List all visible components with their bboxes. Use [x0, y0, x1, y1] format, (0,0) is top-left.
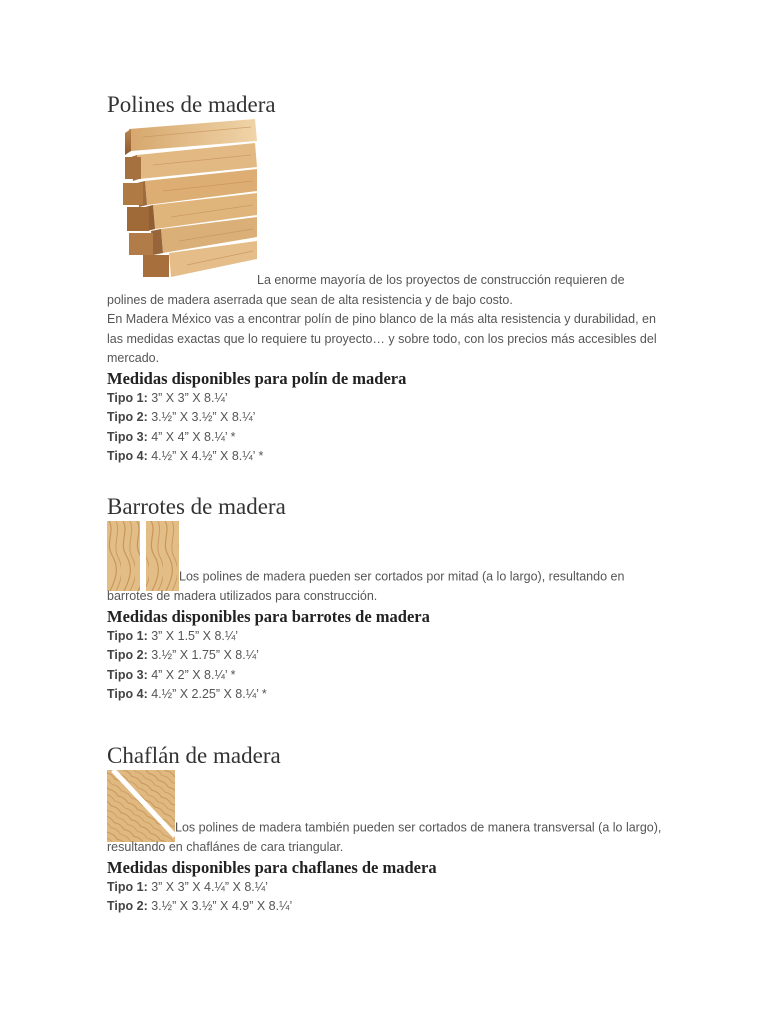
tipo-label: Tipo 1: [107, 879, 148, 894]
polines-lead-block [107, 119, 667, 295]
barrotes-paragraph-text: Los polines de madera pueden ser cortados por mitad (a lo largo), resultando en barrotes de madera utilizados para construcción. [107, 569, 625, 603]
list-item [107, 878, 667, 898]
tipo-value: 3.½” X 3.½” X 4.9” X 8.¼’ [147, 899, 293, 913]
list-item [107, 408, 667, 428]
list-item [107, 646, 667, 666]
polines-spec-list [107, 389, 667, 467]
list-item [107, 666, 667, 686]
section-chaflan [107, 742, 667, 917]
list-item [107, 685, 667, 705]
lumber-stack-image [123, 119, 259, 277]
chaflan-paragraph-text: Los polines de madera también pueden ser cortados de manera transversal (a lo largo), resultando en chaflánes de cara triangular. [107, 820, 662, 854]
chaflan-subtitle: Medidas disponibles para chaflanes de madera [107, 857, 437, 877]
chaflan-spec-list [107, 878, 667, 917]
section-title-polines: Polines de madera [107, 92, 276, 117]
tipo-value: 4.½” X 2.25” X 8.¼’ * [147, 687, 267, 701]
tipo-label: Tipo 4: [107, 687, 148, 701]
list-item [107, 897, 667, 917]
barrotes-paragraph [107, 521, 667, 607]
tipo-value: 3.½” X 1.75” X 8.¼’ [147, 648, 259, 662]
barrotes-spec-list [107, 627, 667, 705]
tipo-label: Tipo 3: [107, 429, 148, 444]
tipo-label: Tipo 2: [107, 410, 148, 424]
tipo-value: 4” X 2” X 8.¼’ * [147, 667, 236, 682]
tipo-value: 3.½” X 3.½” X 8.¼’ [147, 410, 256, 424]
section-title-barrotes: Barrotes de madera [107, 494, 286, 519]
tipo-label: Tipo 2: [107, 899, 148, 913]
list-item [107, 428, 667, 448]
section-barrotes [107, 493, 667, 705]
chaflan-image [107, 770, 175, 842]
polines-subtitle: Medidas disponibles para polín de madera [107, 368, 407, 388]
chaflan-paragraph [107, 770, 667, 858]
polines-paragraph-lead-text: La enorme mayoría de los proyectos de construcción requieren de polines de madera aserrada que sean de alta resistencia y de bajo costo. [107, 273, 625, 307]
barrotes-image [107, 521, 179, 591]
tipo-value: 4” X 4” X 8.¼’ * [147, 429, 236, 444]
tipo-value: 3” X 3” X 8.¼’ [147, 390, 228, 405]
polines-paragraph-2: En Madera México vas a encontrar polín de pino blanco de la más alta resistencia y durabilidad, en las medidas exactas que lo requiere tu proyecto… y sobre todo, con los precios más accesibles del mercado. [107, 312, 657, 365]
section-polines [107, 91, 667, 467]
tipo-value: 3” X 1.5” X 8.¼’ [147, 628, 239, 643]
tipo-value: 3” X 3” X 4.¼” X 8.¼’ [147, 879, 268, 894]
section-title-chaflan: Chaflán de madera [107, 743, 281, 768]
list-item [107, 389, 667, 409]
tipo-label: Tipo 1: [107, 390, 148, 405]
tipo-label: Tipo 2: [107, 648, 148, 662]
tipo-label: Tipo 4: [107, 449, 148, 463]
tipo-label: Tipo 1: [107, 628, 148, 643]
barrotes-subtitle: Medidas disponibles para barrotes de madera [107, 606, 430, 626]
list-item [107, 627, 667, 647]
tipo-value: 4.½” X 4.½” X 8.¼’ * [147, 449, 264, 463]
tipo-label: Tipo 3: [107, 667, 148, 682]
list-item [107, 447, 667, 467]
